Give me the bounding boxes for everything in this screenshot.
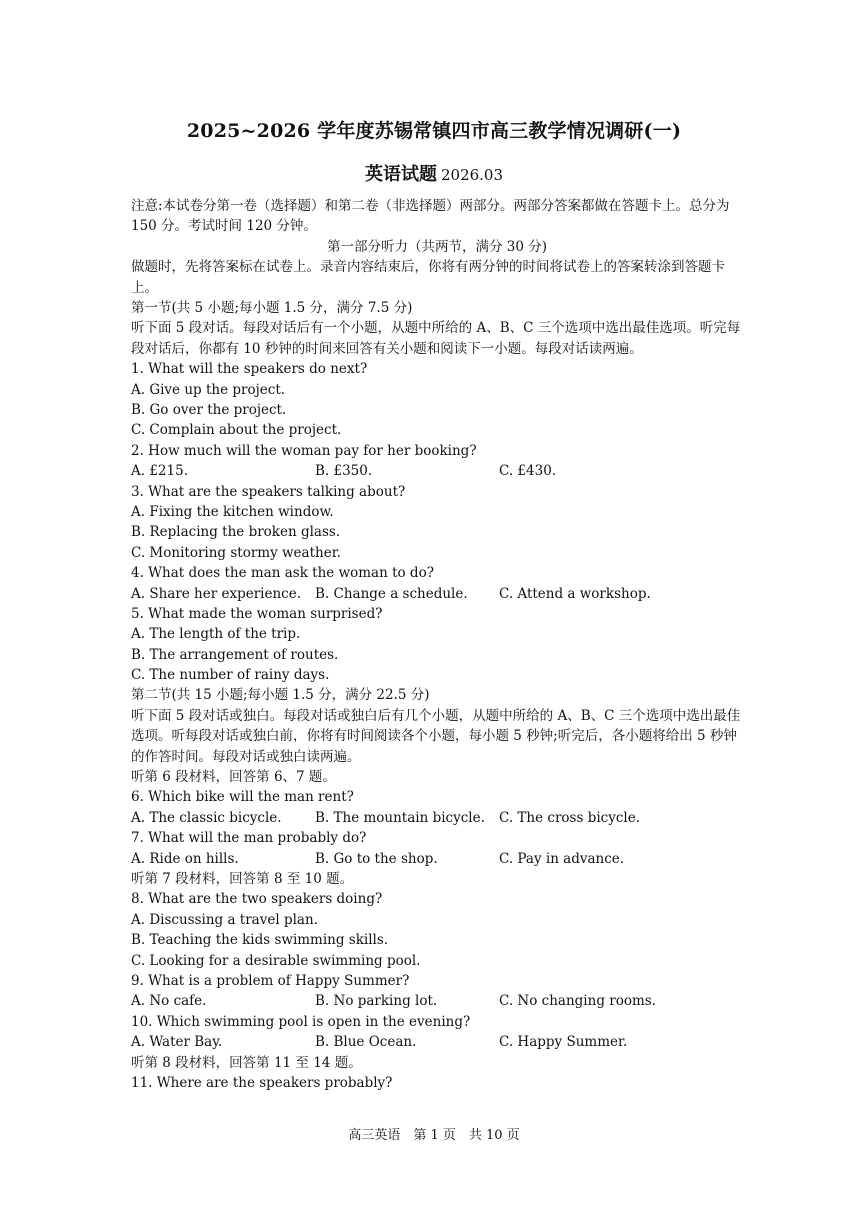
question-3-option-b: B. Replacing the broken glass.	[131, 524, 341, 541]
question-2-option-b: B. £350.	[315, 463, 373, 480]
exam-body	[131, 196, 743, 1093]
question-4-stem: 4. What does the man ask the woman to do?	[131, 565, 434, 582]
question-4-option-b: B. Change a schedule.	[315, 585, 468, 602]
question-10-option-b: B. Blue Ocean.	[315, 1034, 417, 1051]
material-7-label: 听第 7 段材料，回答第 8 至 10 题。	[131, 871, 354, 888]
question-5-option-c: C. The number of rainy days.	[131, 667, 330, 684]
question-5-option-b: B. The arrangement of routes.	[131, 646, 339, 663]
question-8-stem: 8. What are the two speakers doing?	[131, 891, 383, 908]
question-7-options	[131, 849, 743, 869]
question-9-option-c: C. No changing rooms.	[499, 993, 656, 1010]
material-8-label: 听第 8 段材料，回答第 11 至 14 题。	[131, 1054, 362, 1071]
question-6-option-a: A. The classic bicycle.	[131, 809, 282, 826]
question-9-options	[131, 991, 743, 1011]
question-1-stem: 1. What will the speakers do next?	[131, 361, 368, 378]
question-10-option-c: C. Happy Summer.	[499, 1034, 628, 1051]
subject-label: 英语试题	[364, 164, 437, 185]
question-4-options	[131, 584, 743, 604]
question-2-option-a: A. £215.	[131, 463, 188, 480]
question-6-stem: 6. Which bike will the man rent?	[131, 789, 354, 806]
question-8-option-b: B. Teaching the kids swimming skills.	[131, 932, 389, 949]
question-1-option-b: B. Go over the project.	[131, 402, 287, 418]
question-10-option-a: A. Water Bay.	[131, 1034, 223, 1051]
question-9-option-a: A. No cafe.	[131, 993, 207, 1010]
question-2-stem: 2. How much will the woman pay for her booking?	[131, 442, 477, 459]
question-9-option-b: B. No parking lot.	[315, 993, 438, 1010]
question-3-option-a: A. Fixing the kitchen window.	[131, 503, 334, 520]
question-7-option-a: A. Ride on hills.	[131, 850, 239, 867]
question-5-stem: 5. What made the woman surprised?	[131, 605, 383, 622]
question-7-option-b: B. Go to the shop.	[315, 850, 438, 867]
notice-text: 注意:本试卷分第一卷（选择题）和第二卷（非选择题）两部分。两部分答案都做在答题卡上。总分为 150 分。考试时间 120 分钟。	[131, 198, 730, 235]
section1-heading: 第一节(共 5 小题;每小题 1.5 分，满分 7.5 分)	[131, 300, 413, 317]
exam-title: 2025~2026 学年度苏锡常镇四市高三教学情况调研(一)	[186, 120, 682, 142]
section1-instruction: 听下面 5 段对话。每段对话后有一个小题，从题中所给的 A、B、C 三个选项中选出最佳选项。听完每段对话后，你都有 10 秒钟的时间来回答有关小题和阅读下一小题。每段对话读两遍。	[131, 320, 741, 357]
question-6-option-b: B. The mountain bicycle.	[315, 809, 485, 826]
exam-date: 2026.03	[440, 166, 504, 184]
question-5-option-a: A. The length of the trip.	[131, 626, 301, 643]
question-10-options	[131, 1032, 743, 1052]
question-2-option-c: C. £430.	[499, 463, 557, 480]
material-6-label: 听第 6 段材料，回答第 6、7 题。	[131, 769, 336, 786]
question-4-option-c: C. Attend a workshop.	[499, 585, 651, 602]
question-7-stem: 7. What will the man probably do?	[131, 830, 367, 847]
section2-heading: 第二节(共 15 小题;每小题 1.5 分，满分 22.5 分)	[131, 687, 430, 704]
question-4-option-a: A. Share her experience.	[131, 585, 302, 602]
page-footer: 高三英语 第 1 页 共 10 页	[348, 1128, 520, 1143]
question-9-stem: 9. What is a problem of Happy Summer?	[131, 972, 410, 989]
question-8-option-c: C. Looking for a desirable swimming pool.	[131, 952, 421, 969]
question-1-option-a: A. Give up the project.	[131, 381, 286, 398]
section2-instruction: 听下面 5 段对话或独白。每段对话或独白后有几个小题，从题中所给的 A、B、C 三个选项中选出最佳选项。听每段对话或独白前，你将有时间阅读各个小题，每小题 5 秒钟;听完后，各小题将给出 5 秒钟的作答时间。每段对话或独白读两遍。	[131, 707, 741, 765]
question-3-stem: 3. What are the speakers talking about?	[131, 483, 406, 500]
question-11-stem: 11. Where are the speakers probably?	[131, 1074, 393, 1091]
question-3-option-c: C. Monitoring stormy weather.	[131, 544, 341, 561]
exam-subtitle	[0, 160, 868, 186]
part1-heading: 第一部分听力（共两节，满分 30 分)	[326, 238, 548, 255]
part1-instruction: 做题时，先将答案标在试卷上。录音内容结束后，你将有两分钟的时间将试卷上的答案转涂到答题卡上。	[131, 259, 725, 296]
question-2-options	[131, 461, 743, 481]
question-7-option-c: C. Pay in advance.	[499, 850, 625, 867]
question-6-options	[131, 808, 743, 828]
question-1-option-c: C. Complain about the project.	[131, 422, 342, 439]
question-6-option-c: C. The cross bicycle.	[499, 809, 641, 826]
question-10-stem: 10. Which swimming pool is open in the evening?	[131, 1013, 471, 1030]
question-8-option-a: A. Discussing a travel plan.	[131, 911, 318, 928]
